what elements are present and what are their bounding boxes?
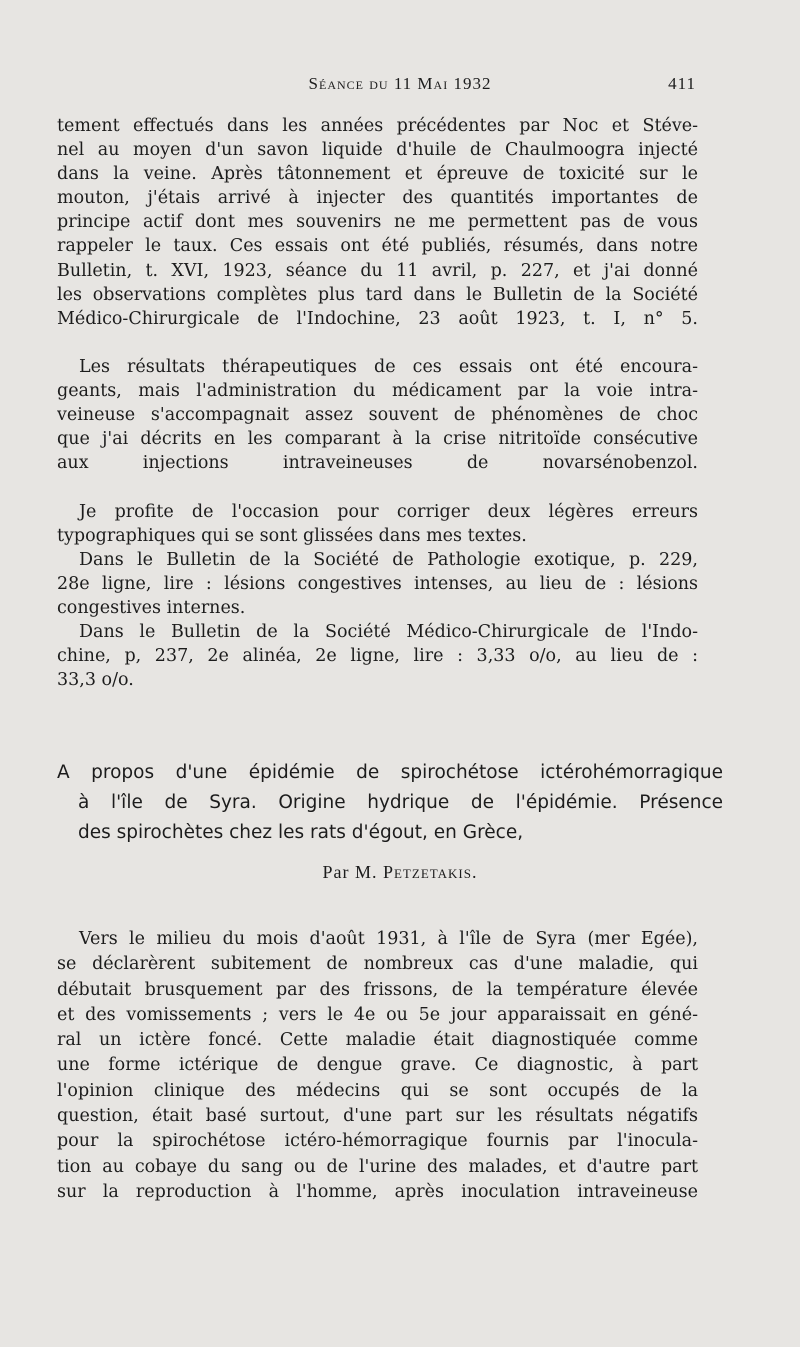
author-prefix: Par M. <box>322 862 378 882</box>
text-line: nel au moyen d'un savon liquide d'huile de Chaulmoogra injecté <box>57 140 698 161</box>
text-line: sur la reproduction à l'homme, après inoculation intraveineuse <box>57 1181 698 1202</box>
text-line: une forme ictérique de dengue grave. Ce diagnostic, à part <box>57 1055 698 1076</box>
text-line: ral un ictère foncé. Cette maladie était diagnostiquée comme <box>57 1030 698 1051</box>
article-title <box>57 758 723 848</box>
text-line: typographiques qui se sont glissées dans mes textes. <box>57 525 527 546</box>
text-line: question, était basé surtout, d'une part sur les résultats négatifs <box>57 1106 698 1127</box>
author-name: Petzetakis. <box>382 862 478 882</box>
text-line: Je profite de l'occasion pour corriger deux légères erreurs <box>79 501 698 522</box>
text-line: se déclarèrent subitement de nombreux cas d'une maladie, qui <box>57 954 698 975</box>
text-line: chine, p, 237, 2e alinéa, 2e ligne, lire : 3,33 o/o, au lieu de : <box>57 646 698 667</box>
continued-text <box>57 114 698 692</box>
text-line: tement effectués dans les années précédentes par Noc et Stéve- <box>57 116 698 136</box>
text-line: et des vomissements ; vers le 4e ou 5e jour apparaissait en géné- <box>57 1004 698 1025</box>
running-head-title: Séance du 11 Mai 1932 <box>308 74 492 93</box>
text-line: aux injections intraveineuses de novarsénobenzol. <box>57 453 698 474</box>
text-line: tion au cobaye du sang ou de l'urine des malades, et d'autre part <box>57 1156 698 1177</box>
text-line: Médico-Chirurgicale de l'Indochine, 23 août 1923, t. I, n° 5. <box>57 308 698 329</box>
article-title-line: à l'île de Syra. Origine hydrique de l'épidémie. Présence <box>78 792 723 813</box>
text-line: 28e ligne, lire : lésions congestives intenses, au lieu de : lésions <box>57 573 698 594</box>
text-line: Dans le Bulletin de la Société Médico-Chirurgicale de l'Indo- <box>79 621 698 642</box>
text-line: Les résultats thérapeutiques de ces essais ont été encoura- <box>79 356 698 377</box>
article-title-line: A propos d'une épidémie de spirochétose ictérohémorragique <box>57 762 723 783</box>
page-number: 411 <box>668 74 696 93</box>
text-line: mouton, j'étais arrivé à injecter des quantités importantes de <box>57 188 698 209</box>
text-line: rappeler le taux. Ces essais ont été publiés, résumés, dans notre <box>57 236 698 257</box>
text-line: principe actif dont mes souvenirs ne me permettent pas de vous <box>57 212 698 233</box>
running-head <box>0 74 800 98</box>
text-line: 33,3 o/o. <box>57 670 134 691</box>
article-title-line: des spirochètes chez les rats d'égout, en Grèce, <box>78 822 524 843</box>
text-line <box>57 331 698 355</box>
text-line: geants, mais l'administration du médicament par la voie intra- <box>57 381 698 402</box>
text-line: débutait brusquement par des frissons, de la température élevée <box>57 979 698 1000</box>
text-line: Dans le Bulletin de la Société de Pathologie exotique, p. 229, <box>79 549 698 570</box>
author-byline <box>0 862 800 883</box>
text-line: dans la veine. Après tâtonnement et épreuve de toxicité sur le <box>57 164 698 185</box>
text-line: veineuse s'accompagnait assez souvent de phénomènes de choc <box>57 405 698 426</box>
text-line: congestives internes. <box>57 597 246 618</box>
text-line: pour la spirochétose ictéro-hémorragique fournis par l'inocula- <box>57 1131 698 1152</box>
text-line <box>57 475 698 499</box>
text-line: les observations complètes plus tard dans le Bulletin de la Société <box>57 284 698 305</box>
text-line: que j'ai décrits en les comparant à la crise nitritoïde consécutive <box>57 429 698 450</box>
text-line: Vers le milieu du mois d'août 1931, à l'île de Syra (mer Egée), <box>79 929 698 949</box>
article-body <box>57 927 698 1205</box>
text-line: Bulletin, t. XVI, 1923, séance du 11 avril, p. 227, et j'ai donné <box>57 260 698 281</box>
text-line: l'opinion clinique des médecins qui se sont occupés de la <box>57 1080 698 1101</box>
